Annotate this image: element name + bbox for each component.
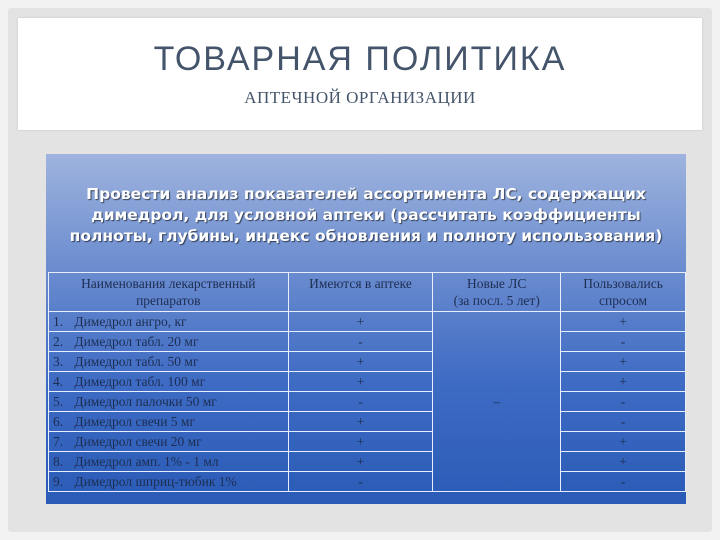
available-cell: - bbox=[288, 392, 433, 412]
table-header-row bbox=[49, 273, 686, 312]
demand-cell: - bbox=[561, 472, 686, 492]
drug-name-cell bbox=[49, 372, 289, 392]
drug-name: Димедрол шприц-тюбик 1% bbox=[74, 473, 237, 489]
drug-name: Димедрол табл. 20 мг bbox=[74, 333, 199, 349]
row-number: 5. bbox=[53, 393, 64, 409]
table-row bbox=[49, 392, 686, 412]
available-cell: + bbox=[288, 312, 433, 332]
row-number: 6. bbox=[53, 413, 64, 429]
demand-cell: - bbox=[561, 412, 686, 432]
drug-name: Димедрол табл. 100 мг bbox=[74, 373, 206, 389]
content-panel bbox=[46, 154, 686, 504]
col-header-name: Наименования лекарственный препаратов bbox=[49, 273, 289, 312]
table-row bbox=[49, 312, 686, 332]
drug-name-cell bbox=[49, 392, 289, 412]
available-cell: + bbox=[288, 412, 433, 432]
task-instruction bbox=[46, 184, 686, 247]
drug-name: Димедрол палочки 50 мг bbox=[74, 393, 217, 409]
demand-cell: + bbox=[561, 452, 686, 472]
col-header-new-line: Новые ЛС bbox=[466, 276, 527, 291]
row-number: 4. bbox=[53, 373, 64, 389]
drug-name: Димедрол свечи 5 мг bbox=[74, 413, 196, 429]
table-row bbox=[49, 332, 686, 352]
row-number: 2. bbox=[53, 333, 64, 349]
drug-name-cell bbox=[49, 472, 289, 492]
drug-name: Димедрол свечи 20 мг bbox=[74, 433, 202, 449]
col-header-available: Имеются в аптеке bbox=[288, 273, 433, 312]
demand-cell: + bbox=[561, 372, 686, 392]
table-row bbox=[49, 412, 686, 432]
title-box bbox=[18, 18, 702, 130]
row-number: 8. bbox=[53, 453, 64, 469]
row-number: 7. bbox=[53, 433, 64, 449]
slide-title: ТОВАРНАЯ ПОЛИТИКА bbox=[153, 40, 567, 78]
new-drugs-cell: – bbox=[433, 312, 561, 492]
instruction-line: димедрол, для условной аптеки (рассчитать коэффициенты bbox=[91, 206, 641, 224]
demand-cell: + bbox=[561, 352, 686, 372]
drug-name-cell bbox=[49, 432, 289, 452]
col-header-new bbox=[433, 273, 561, 312]
drug-name-cell bbox=[49, 412, 289, 432]
available-cell: + bbox=[288, 432, 433, 452]
drug-name-cell bbox=[49, 452, 289, 472]
available-cell: + bbox=[288, 352, 433, 372]
demand-cell: - bbox=[561, 392, 686, 412]
drug-name-cell bbox=[49, 312, 289, 332]
drug-name-cell bbox=[49, 352, 289, 372]
table-row bbox=[49, 352, 686, 372]
assortment-table bbox=[48, 272, 686, 492]
row-number: 3. bbox=[53, 353, 64, 369]
drug-name: Димедрол амп. 1% - 1 мл bbox=[74, 453, 219, 469]
available-cell: + bbox=[288, 372, 433, 392]
row-number: 1. bbox=[53, 313, 64, 329]
table-row bbox=[49, 452, 686, 472]
col-header-new-line: (за посл. 5 лет) bbox=[453, 293, 540, 308]
instruction-line: Провести анализ показателей ассортимента ЛС, содержащих bbox=[86, 185, 646, 203]
table-row bbox=[49, 472, 686, 492]
available-cell: - bbox=[288, 332, 433, 352]
drug-name: Димедрол табл. 50 мг bbox=[74, 353, 199, 369]
drug-name-cell bbox=[49, 332, 289, 352]
available-cell: - bbox=[288, 472, 433, 492]
instruction-line: полноты, глубины, индекс обновления и полноту использования) bbox=[69, 227, 663, 245]
demand-cell: - bbox=[561, 332, 686, 352]
slide-subtitle: АПТЕЧНОЙ ОРГАНИЗАЦИИ bbox=[244, 88, 476, 107]
demand-cell: + bbox=[561, 312, 686, 332]
row-number: 9. bbox=[53, 473, 64, 489]
col-header-demand: Пользовались спросом bbox=[561, 273, 686, 312]
available-cell: + bbox=[288, 452, 433, 472]
demand-cell: + bbox=[561, 432, 686, 452]
table-row bbox=[49, 372, 686, 392]
drug-name: Димедрол ангро, кг bbox=[74, 313, 187, 329]
table-row bbox=[49, 432, 686, 452]
